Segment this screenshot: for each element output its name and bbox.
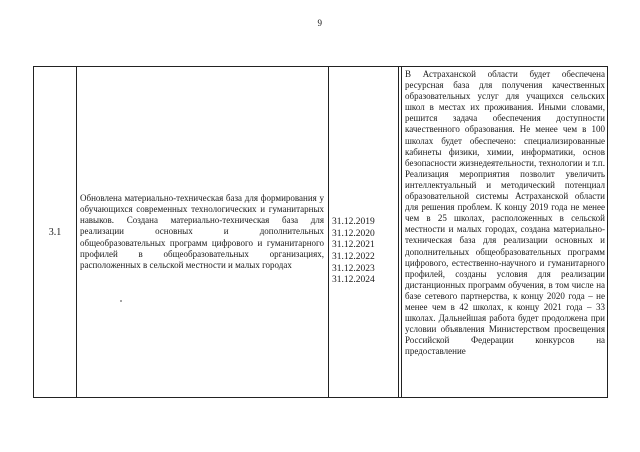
table: [33, 66, 608, 398]
activity-text: Обновлена материально-техническая база для формирования у обучающихся современных технологических и гуманитарных навыков. Создана материально-техническая база для реализации основных и дополнительных общеобразовательных программ цифрового и гуманитарного профилей в общеобразовательных организациях, расположенных в сельской местности и малых городах: [80, 192, 324, 270]
deadline-date: 31.12.2024: [332, 275, 375, 286]
deadline-date: 31.12.2020: [332, 228, 375, 239]
deadline-date: 31.12.2019: [332, 217, 375, 228]
activity-cell: [80, 67, 324, 397]
deadline-date: 31.12.2021: [332, 240, 375, 251]
column-divider: [328, 67, 329, 397]
row-number: 3.1: [48, 226, 62, 238]
dates-cell: [332, 67, 396, 397]
column-divider: [76, 67, 77, 397]
page-number: 9: [317, 18, 323, 28]
column-divider: [401, 67, 402, 397]
result-cell: [405, 69, 605, 397]
row-number-cell: [34, 67, 76, 397]
deadline-date: 31.12.2023: [332, 263, 375, 274]
deadline-date: 31.12.2022: [332, 252, 375, 262]
result-text: В Астраханской области будет обеспечена ресурсная база для получения качественных образовательных услуг для учащихся сельских школ в местах их проживания. Иными словами, решится задача обеспечения доступности качественного образования. Не менее чем в 100 школах будет обеспечено: специализированные кабинеты физики, химии, информатики, основ безопасности жизнедеятельности, технологии и т.п. Реализация мероприятия позволит увеличить интеллектуальный и методический потенциал образовательной системы Астраханской области для решения проблем. К концу 2019 года не менее чем в 25 школах, расположенных в сельской местности и малых городах, создана материально-техническая база для реализации основных и дополнительных общеобразовательных программ цифрового, естественно-научного и гуманитарного профилей, созданы условия для реализации дистанционных программ обучения, в том числе на базе сетевого партнерства, к концу 2020 года – не менее чем в 42 школах, к концу 2021 года – 33 школах. Дальнейшая работа будет продолжена при условии объявления Министерством просвещения Российской Федерации конкурсов на предоставление: [405, 69, 605, 357]
scan-artifact: [120, 300, 122, 302]
column-divider: [398, 67, 399, 397]
